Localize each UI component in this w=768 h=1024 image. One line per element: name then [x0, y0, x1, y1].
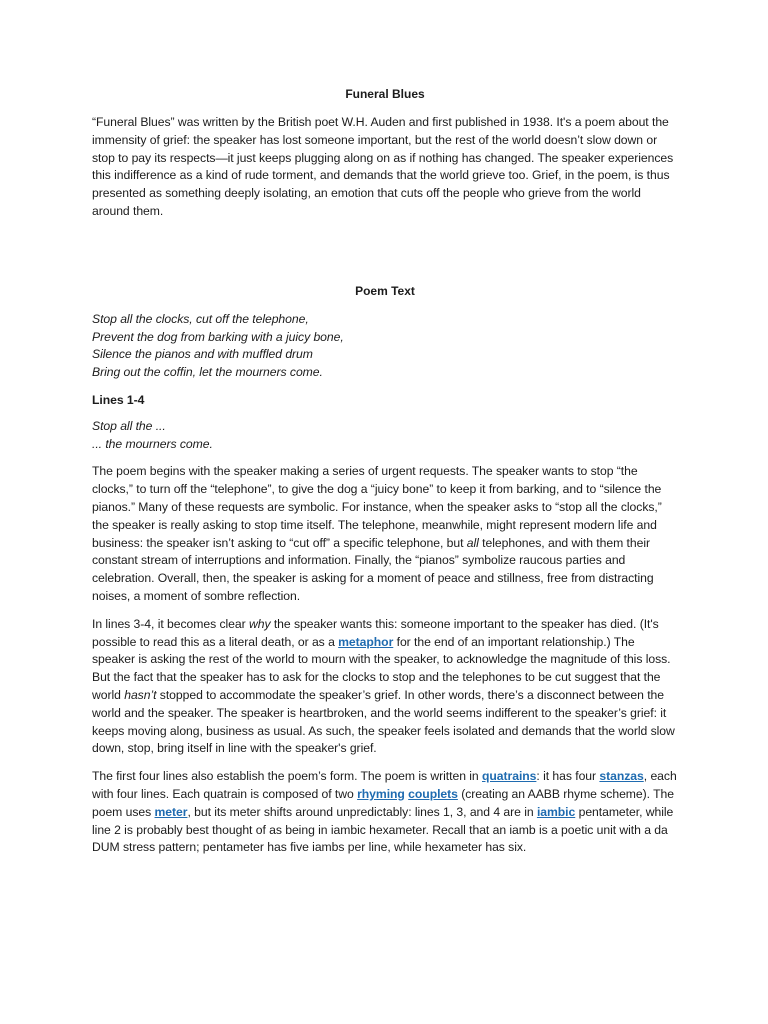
document-title: Funeral Blues [345, 87, 425, 101]
text-run: , each with four lines. Each quatrain is composed of two [92, 769, 677, 801]
text-run: : it has four [536, 769, 600, 784]
poem-line: Bring out the coffin, let the mourners come. [92, 365, 323, 380]
text-run: the speaker wants this: someone important to the speaker has died. (It's possible to read this as a literal death, or as a [92, 616, 659, 649]
poem-line: Silence the pianos and with muffled drum [92, 347, 313, 362]
couplets-link[interactable]: couplets [408, 786, 458, 801]
poem-line: Prevent the dog from barking with a juicy bone, [92, 329, 344, 344]
analysis-paragraph-1 [92, 463, 678, 605]
rhyming-link[interactable]: rhyming [357, 786, 405, 801]
emphasis-why: why [248, 616, 271, 631]
text-run: In lines 3-4, it becomes clear [92, 616, 249, 631]
excerpt-line: Stop all the ... [92, 418, 166, 433]
document-page [92, 86, 678, 867]
meter-link[interactable]: meter [154, 804, 188, 819]
text-run: telephones, and with them their constant stream of interruptions and information. Finally, the “pianos” symbolize raucous parties and celebration. Overall, then, the speaker is asking for a moment of peace and stillness, free from distracting noises, a moment of sombre reflection. [92, 535, 654, 603]
metaphor-link[interactable]: metaphor [338, 634, 394, 649]
lines-1-4-heading: Lines 1-4 [92, 392, 145, 407]
text-run: The poem begins with the speaker making a series of urgent requests. The speaker wants to stop “the clocks,” to turn off the “telephone”, to give the dog a “juicy bone” to keep it from barking, and to “silence the pianos.” Many of these requests are symbolic. For instance, when the speaker asks to “stop all the clocks,” the speaker is really asking to stop time itself. The telephone, meanwhile, might represent modern life and business: the speaker isn’t asking to “cut off” a specific telephone, but [92, 464, 662, 550]
poem-text-heading: Poem Text [355, 283, 415, 298]
analysis-paragraph-2 [92, 616, 678, 758]
excerpt-line: ... the mourners come. [92, 436, 213, 451]
emphasis-hasnt: hasn’t [124, 687, 157, 702]
poem-excerpt [92, 418, 678, 454]
stanzas-link[interactable]: stanzas [599, 769, 644, 784]
poem-stanza [92, 311, 678, 382]
text-run: (creating an AABB rhyme scheme). The poem uses [92, 786, 674, 819]
text-run: stopped to accommodate the speaker’s grief. In other words, there’s a disconnect between the world and the speaker. The speaker is heartbroken, and the world seems indifferent to the speaker’s grief: it keeps moving along, business as usual. As such, the speaker feels isolated and demands that the world slow down, stop, bring itself in line with the speaker's grief. [92, 687, 675, 756]
analysis-paragraph-3 [92, 768, 678, 857]
emphasis-all: all [466, 535, 479, 550]
text-run: for the end of an important relationship.) The speaker is asking the rest of the world to mourn with the speaker, to acknowledge the magnitude of this loss. But the fact that the speaker has to ask for the clocks to stop and the telephones to be cut suggest that the world [92, 634, 671, 702]
text-run: pentameter, while line 2 is probably best thought of as being in iambic hexameter. Recall that an iamb is a poetic unit with a da DUM stress pattern; pentameter has five iambs per line, while hexameter has six. [92, 804, 674, 855]
section-spacer [92, 221, 678, 283]
intro-paragraph: “Funeral Blues” was written by the British poet W.H. Auden and first published in 1938. It's a poem about the immensity of grief: the speaker has lost someone important, but the rest of the world doesn’t slow down or stop to pay its respects—it just keeps plugging along on as if nothing has changed. The speaker experiences this indifference as a kind of rude torment, and demands that the world grieve too. Grief, in the poem, is thus presented as something deeply isolating, an emotion that cuts off the people who grieve from the world around them. [92, 115, 674, 218]
iambic-link[interactable]: iambic [536, 804, 576, 819]
quatrains-link[interactable]: quatrains [482, 769, 537, 784]
text-run: , but its meter shifts around unpredictably: lines 1, 3, and 4 are in [187, 804, 537, 819]
text-run: The first four lines also establish the poem’s form. The poem is written in [92, 769, 482, 784]
poem-line: Stop all the clocks, cut off the telephone, [92, 311, 309, 326]
